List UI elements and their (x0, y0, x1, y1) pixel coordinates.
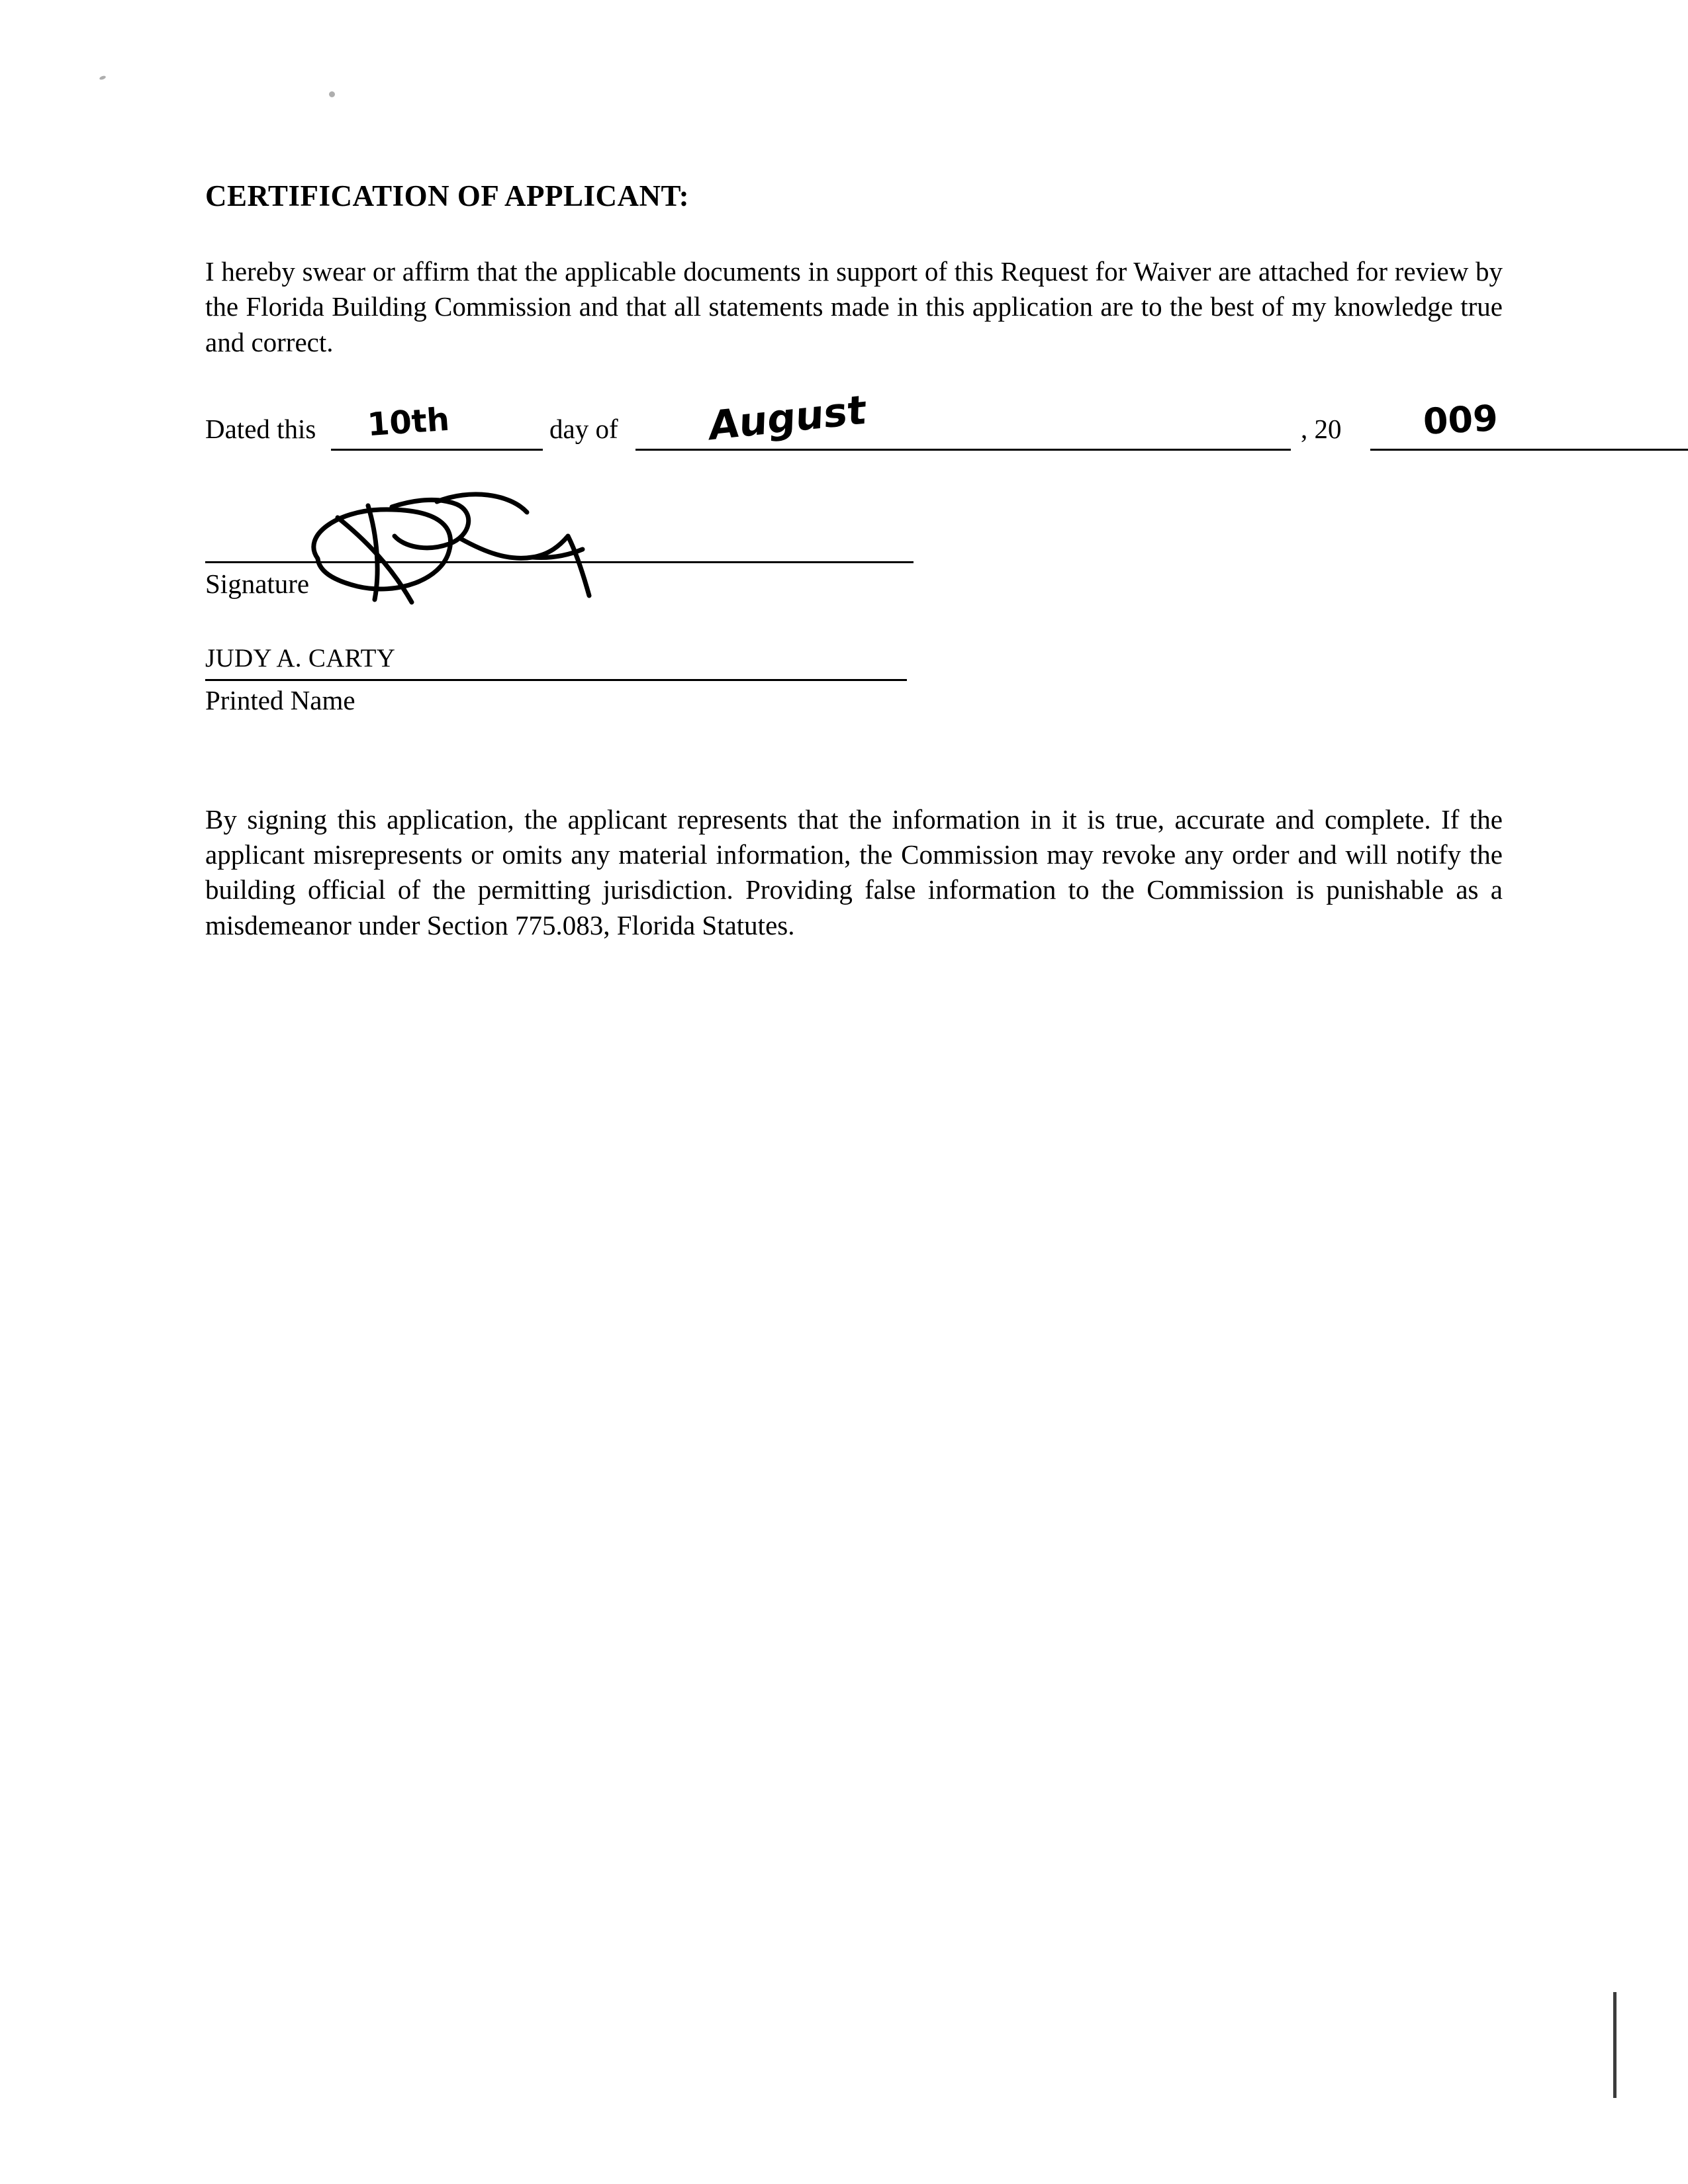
printed-name-rule (205, 679, 907, 681)
scan-speck-icon (99, 75, 106, 80)
month-field-value[interactable]: August (708, 387, 867, 450)
day-field-value[interactable]: 10th (366, 400, 451, 444)
day-field-rule (331, 449, 543, 451)
handwritten-signature (238, 473, 741, 618)
signature-rule (205, 561, 914, 563)
year-field-value[interactable]: 009 (1422, 396, 1499, 443)
day-of-label: day of (549, 413, 618, 444)
printed-name-block (205, 643, 1503, 736)
printed-name-value[interactable]: JUDY A. CARTY (205, 643, 396, 672)
dated-this-label: Dated this (205, 413, 316, 444)
month-field-rule (635, 449, 1291, 451)
signature-label: Signature (205, 568, 310, 599)
printed-name-label: Printed Name (205, 684, 355, 715)
closing-paragraph: By signing this application, the applicant represents that the information in it is true, accurate and complete. If the applicant misrepresents or omits any material information, the Commission may revoke any order and will notify the building official of the permitting jurisdiction. Providing false information to the Commission is punishable as a misdemeanor under Section 775.083, Florida Statutes. (205, 803, 1503, 940)
scan-edge-artifact (1613, 1992, 1617, 2098)
signature-block (205, 491, 1503, 623)
year-prefix-label: , 20 (1301, 413, 1342, 444)
scan-speck-icon (329, 91, 335, 97)
page-title: CERTIFICATION OF APPLICANT: (205, 179, 690, 212)
year-field-rule (1370, 449, 1688, 451)
document-content (205, 179, 1503, 943)
swear-paragraph: I hereby swear or affirm that the applicable documents in support of this Request for Waiver are attached for review by the Florida Building Commission and that all statements made in this application are to the best of my knowledge true and correct. (205, 256, 1503, 357)
dated-line (205, 387, 1503, 457)
